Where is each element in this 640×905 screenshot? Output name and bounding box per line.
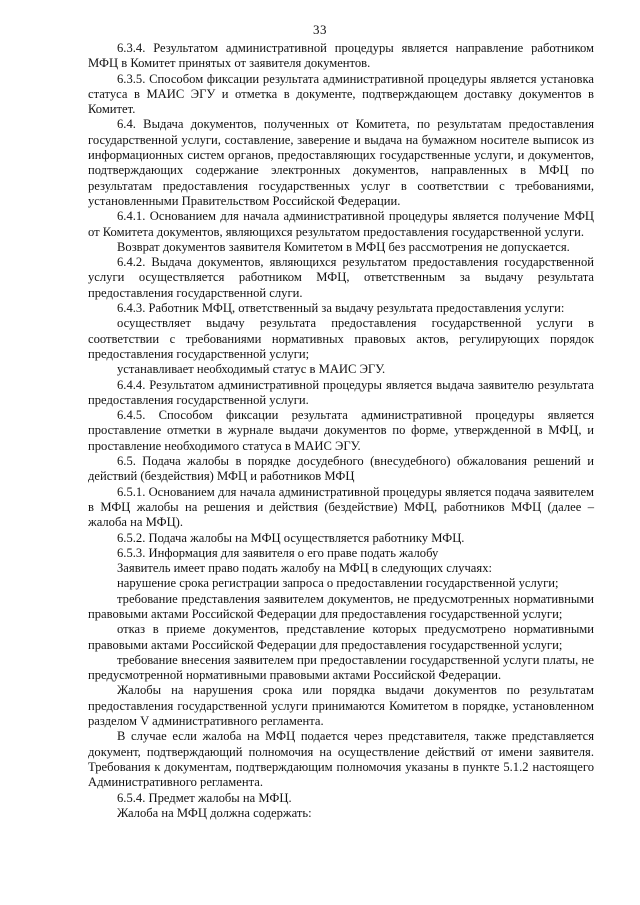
paragraph-case-refusal: отказ в приеме документов, представление которых предусмотрено нормативными правовыми актами Российской Федерации для предоставления государственной услуги; <box>88 622 594 652</box>
paragraph-complaint-cases: Заявитель имеет право подать жалобу на МФЦ в следующих случаях: <box>117 561 492 576</box>
paragraph-complaint-contents: Жалоба на МФЦ должна содержать: <box>117 805 312 820</box>
paragraph-6-3-4: 6.3.4. Результатом административной процедуры является направление работником МФЦ в Комитет принятых от заявителя документов. <box>88 41 594 71</box>
paragraph-6-4-4: 6.4.4. Результатом административной процедуры является выдача заявителю результата предоставления государственной услуги. <box>88 377 594 407</box>
paragraph-case-fee: требование внесения заявителем при предоставлении государственной услуги платы, не предусмотренной нормативными правовыми актами Российской Федерации. <box>88 652 594 683</box>
page-number: 33 <box>313 22 327 37</box>
paragraph-6-5-3: 6.5.3. Информация для заявителя о его праве подать жалобу <box>117 545 439 560</box>
paragraph-sets-status: устанавливает необходимый статус в МАИС ЭГУ. <box>117 362 386 377</box>
paragraph-6-5-2: 6.5.2. Подача жалобы на МФЦ осуществляется работнику МФЦ. <box>117 530 465 545</box>
paragraph-issues-result: осуществляет выдачу результата предоставления государственной услуги в соответствии с требованиями нормативных правовых актов, регулирующих порядок предоставления государственной услуги; <box>88 316 594 361</box>
paragraph-6-5-4: 6.5.4. Предмет жалобы на МФЦ. <box>117 790 292 805</box>
paragraph-6-4: 6.4. Выдача документов, полученных от Комитета, по результатам предоставления государственной услуги, составление, заверение и выдача на бумажном носителе выписок из информационных систем органов, предоставляющих государственные услуги, и документов, подтверждающих содержание электронных документов, направленных в МФЦ по результатам предоставления государственных услуг в соответствии с требованиями, установленными Правительством Российской Федерации. <box>88 117 594 208</box>
paragraph-representative: В случае если жалоба на МФЦ подается через представителя, также представляется документ, подтверждающий полномочия на осуществление действий от имени заявителя. Требования к документам, подтверждающим полномочия указаны в пункте 5.1.2 настоящего Административного регламента. <box>88 729 594 790</box>
paragraph-complaints-issuance: Жалобы на нарушения срока или порядка выдачи документов по результатам предоставления государственной услуги принимаются Комитетом в порядке, установленном разделом V административного регламента. <box>88 683 594 729</box>
paragraph-6-3-5: 6.3.5. Способом фиксации результата административной процедуры является установка статуса в МАИС ЭГУ и отметка в документе, подтверждающем доставку документов в Комитет. <box>88 71 594 117</box>
paragraph-6-4-2: 6.4.2. Выдача документов, являющихся результатом предоставления государственной услуги осуществляется работником МФЦ, ответственным за выдачу результата предоставления государственной слуги. <box>88 255 594 300</box>
paragraph-6-5-1: 6.5.1. Основанием для начала административной процедуры является подача заявителем в МФЦ жалобы на решения и действия (бездействие) МФЦ, работников МФЦ (далее – жалоба на МФЦ). <box>88 484 594 530</box>
paragraph-return-documents: Возврат документов заявителя Комитетом в МФЦ без рассмотрения не допускается. <box>117 239 570 254</box>
paragraph-case-registration-delay: нарушение срока регистрации запроса о предоставлении государственной услуги; <box>117 576 559 591</box>
paragraph-6-4-1: 6.4.1. Основанием для начала административной процедуры является получение МФЦ от Комитета документов, являющихся результатом предоставления государственной услуги. <box>88 209 594 239</box>
paragraph-6-4-5: 6.4.5. Способом фиксации результата административной процедуры является проставление отметки в журнале выдачи документов по форме, утвержденной в МФЦ, и проставление необходимого статуса в МАИС ЭГУ. <box>88 408 594 453</box>
document-body <box>88 41 594 821</box>
paragraph-6-5: 6.5. Подача жалобы в порядке досудебного (внесудебного) обжалования решений и действий (бездействия) МФЦ и работников МФЦ <box>88 454 594 484</box>
paragraph-case-extra-documents: требование представления заявителем документов, не предусмотренных нормативными правовыми актами Российской Федерации для предоставления государственной услуги; <box>88 591 594 621</box>
paragraph-6-4-3: 6.4.3. Работник МФЦ, ответственный за выдачу результата предоставления услуги: <box>117 301 565 316</box>
